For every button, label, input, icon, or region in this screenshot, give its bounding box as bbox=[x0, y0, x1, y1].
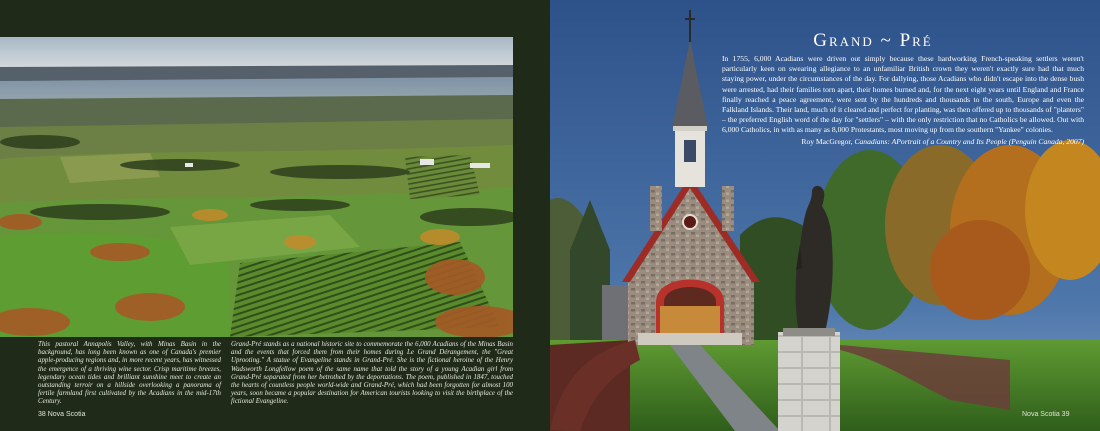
article-title: Grand ~ Pré bbox=[813, 30, 933, 51]
credit-author: Roy MacGregor, bbox=[801, 136, 855, 146]
page-number-left: 38 Nova Scotia bbox=[38, 411, 86, 418]
right-page bbox=[550, 0, 1100, 431]
annapolis-valley-photo bbox=[0, 37, 513, 337]
article bbox=[722, 30, 1084, 147]
page-number-right: Nova Scotia 39 bbox=[1022, 411, 1070, 418]
caption-grand-pre: Grand-Pré stands as a national historic site to commemorate the 6,000 Acadians of the Minas Basin and the events that forced them from their homes during Le Grand Dérangement, the "Great Uprooting." A statue of Evangeline stands in Grand-Pré. She is the fictional heroine of the Henry Wadsworth Longfellow poem of the same name that told the story of a young Acadian girl from Grand-Pré separated from her betrothed by the deportations. The poem, published in 1847, touched the hearts of countless people world-wide and Grand-Pré, which had been forgotten for almost 100 years, soon became a popular destination for American tourists looking to visit the birthplace of the fictional Evangeline. bbox=[231, 341, 513, 406]
article-credit bbox=[722, 137, 1084, 147]
article-body: In 1755, 6,000 Acadians were driven out simply because these hardworking French-speaking settlers weren't particularly keen on swearing allegiance to an unfamiliar British crown they weren't exactly sure had that much staying power, under the circumstances of the day. For dallying, those Acadians who didn't escape into the dense bush were arrested, had their families torn apart, their homes burned and, for the next eight years until England and France finally reached a peace agreement, were sent by the hundreds and thousands to the south, Europe and even the Falkland Islands. Their land, much of it cleared and perfect for planting, was then offered up to thousands of "planters" – the preferred English word of the day for "settlers" – with the only restriction that no Catholics be allowed. Out with 6,000 Catholics, in with as many as 8,000 Protestants, most moving up from the southern "Yankee" colonies. bbox=[722, 54, 1084, 135]
credit-work: Canadians: APortrait of a Country and Its People (Penguin Canada, 2007) bbox=[854, 136, 1084, 146]
caption-annapolis-valley: This pastoral Annapolis Valley, with Minas Basin in the background, has long been known as one of Canada's premier apple-producing regions and, in more recent years, has witnessed the emergence of a thriving wine sector. Crisp maritime breezes, legendary ocean tides and brilliant sunshine meet to create an outstanding terroir on a hillside overlooking a panorama of fertile farmland first cultivated by the Acadians in the mid-17th Century. bbox=[38, 341, 221, 406]
